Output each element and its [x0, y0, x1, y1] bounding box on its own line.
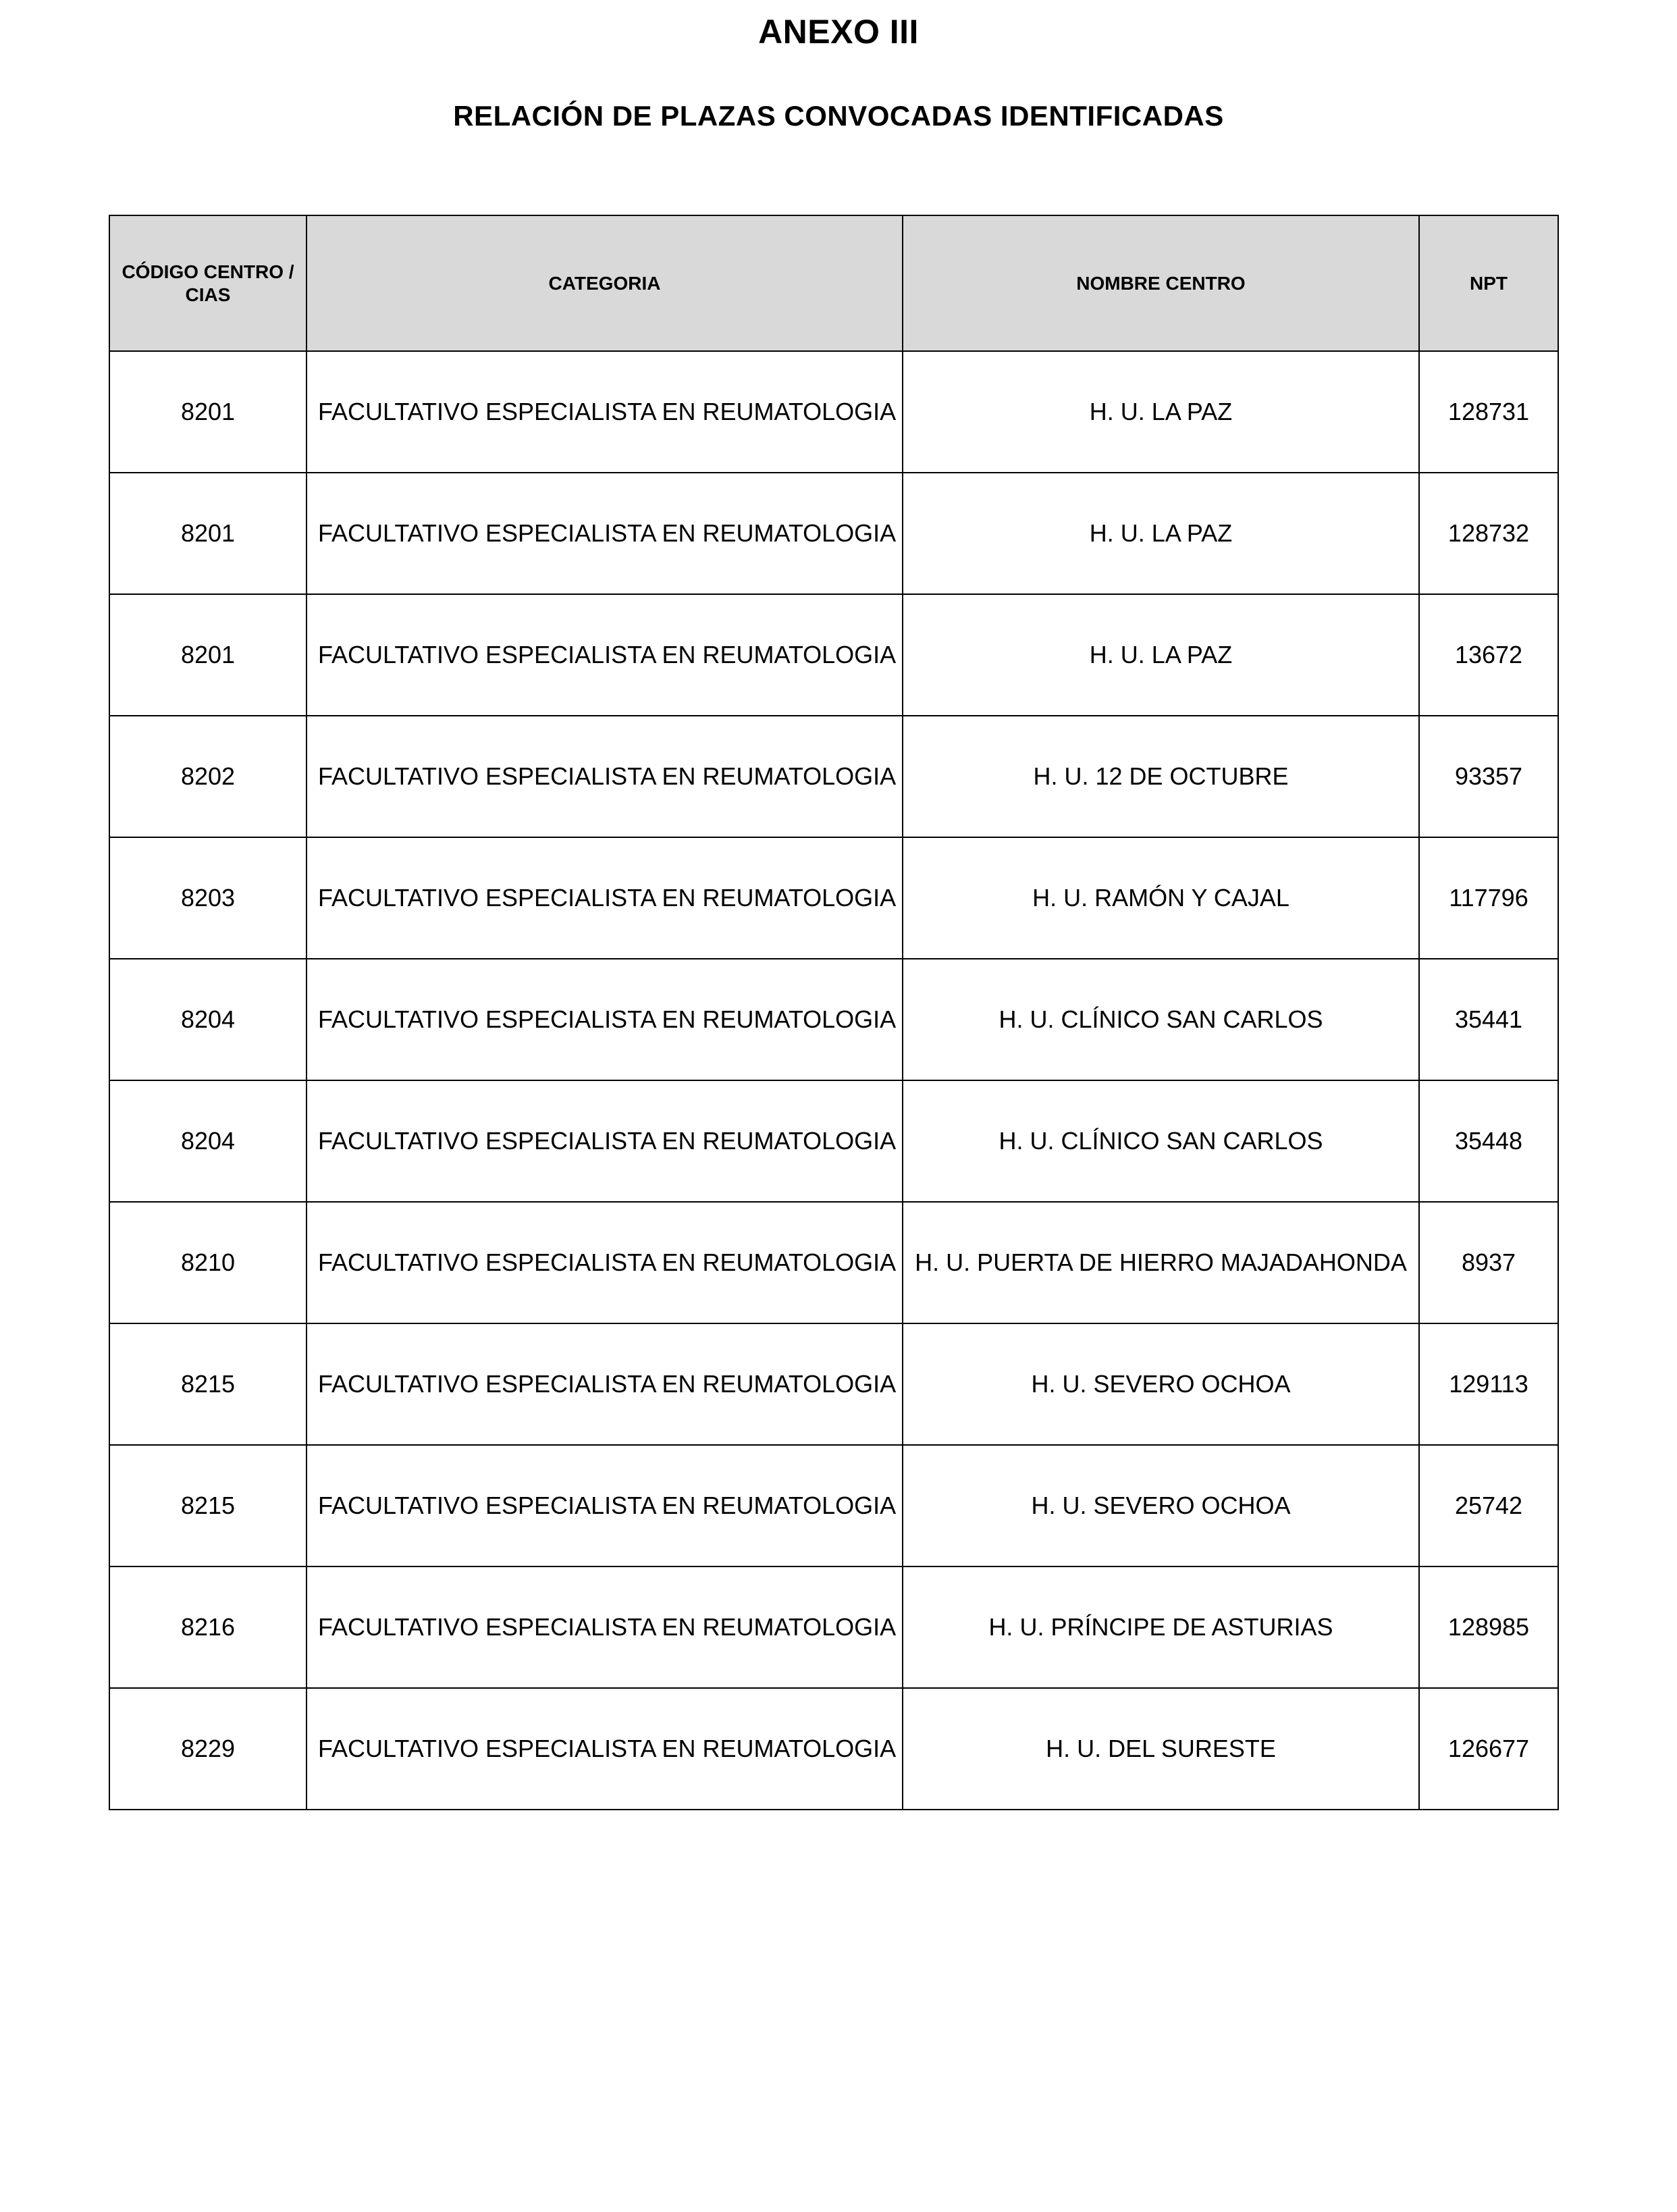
cell-npt: 13672 [1419, 594, 1558, 716]
plazas-table [109, 215, 1559, 1810]
cell-center-name: H. U. CLÍNICO SAN CARLOS [903, 959, 1419, 1080]
cell-code: 8204 [109, 1080, 307, 1202]
cell-center-name: H. U. LA PAZ [903, 594, 1419, 716]
cell-center-name: H. U. SEVERO OCHOA [903, 1323, 1419, 1445]
table-row [109, 1445, 1558, 1566]
cell-category: FACULTATIVO ESPECIALISTA EN REUMATOLOGIA [307, 351, 903, 473]
cell-npt: 25742 [1419, 1445, 1558, 1566]
cell-center-name: H. U. SEVERO OCHOA [903, 1445, 1419, 1566]
cell-npt: 93357 [1419, 716, 1558, 837]
cell-code: 8215 [109, 1323, 307, 1445]
cell-npt: 128732 [1419, 473, 1558, 594]
cell-center-name: H. U. DEL SURESTE [903, 1688, 1419, 1810]
cell-category: FACULTATIVO ESPECIALISTA EN REUMATOLOGIA [307, 837, 903, 959]
cell-category: FACULTATIVO ESPECIALISTA EN REUMATOLOGIA [307, 1688, 903, 1810]
header-center-name: NOMBRE CENTRO [903, 215, 1419, 351]
table-row [109, 716, 1558, 837]
cell-category: FACULTATIVO ESPECIALISTA EN REUMATOLOGIA [307, 594, 903, 716]
table-row [109, 1323, 1558, 1445]
table-row [109, 959, 1558, 1080]
cell-code: 8203 [109, 837, 307, 959]
cell-npt: 8937 [1419, 1202, 1558, 1323]
table-row [109, 351, 1558, 473]
cell-npt: 129113 [1419, 1323, 1558, 1445]
cell-code: 8229 [109, 1688, 307, 1810]
table-row [109, 1080, 1558, 1202]
cell-npt: 35441 [1419, 959, 1558, 1080]
cell-npt: 35448 [1419, 1080, 1558, 1202]
cell-category: FACULTATIVO ESPECIALISTA EN REUMATOLOGIA [307, 959, 903, 1080]
cell-npt: 126677 [1419, 1688, 1558, 1810]
cell-npt: 128985 [1419, 1566, 1558, 1688]
cell-center-name: H. U. CLÍNICO SAN CARLOS [903, 1080, 1419, 1202]
cell-category: FACULTATIVO ESPECIALISTA EN REUMATOLOGIA [307, 1080, 903, 1202]
table-row [109, 837, 1558, 959]
document-title: ANEXO III [758, 13, 919, 51]
cell-category: FACULTATIVO ESPECIALISTA EN REUMATOLOGIA [307, 1566, 903, 1688]
cell-category: FACULTATIVO ESPECIALISTA EN REUMATOLOGIA [307, 716, 903, 837]
cell-code: 8210 [109, 1202, 307, 1323]
cell-center-name: H. U. PUERTA DE HIERRO MAJADAHONDA [903, 1202, 1419, 1323]
cell-center-name: H. U. RAMÓN Y CAJAL [903, 837, 1419, 959]
cell-npt: 117796 [1419, 837, 1558, 959]
cell-category: FACULTATIVO ESPECIALISTA EN REUMATOLOGIA [307, 1445, 903, 1566]
document-subtitle: RELACIÓN DE PLAZAS CONVOCADAS IDENTIFICADAS [453, 100, 1224, 132]
cell-code: 8201 [109, 594, 307, 716]
cell-center-name: H. U. LA PAZ [903, 473, 1419, 594]
cell-category: FACULTATIVO ESPECIALISTA EN REUMATOLOGIA [307, 1202, 903, 1323]
table-header-row [109, 215, 1558, 351]
cell-code: 8215 [109, 1445, 307, 1566]
cell-code: 8201 [109, 473, 307, 594]
cell-center-name: H. U. 12 DE OCTUBRE [903, 716, 1419, 837]
cell-code: 8201 [109, 351, 307, 473]
cell-code: 8202 [109, 716, 307, 837]
table-row [109, 1202, 1558, 1323]
cell-center-name: H. U. PRÍNCIPE DE ASTURIAS [903, 1566, 1419, 1688]
table-row [109, 594, 1558, 716]
header-npt: NPT [1419, 215, 1558, 351]
cell-npt: 128731 [1419, 351, 1558, 473]
cell-category: FACULTATIVO ESPECIALISTA EN REUMATOLOGIA [307, 1323, 903, 1445]
header-code: CÓDIGO CENTRO / CIAS [109, 215, 307, 351]
header-category: CATEGORIA [307, 215, 903, 351]
table-row [109, 1566, 1558, 1688]
cell-category: FACULTATIVO ESPECIALISTA EN REUMATOLOGIA [307, 473, 903, 594]
cell-code: 8216 [109, 1566, 307, 1688]
table-row [109, 473, 1558, 594]
cell-code: 8204 [109, 959, 307, 1080]
table-row [109, 1688, 1558, 1810]
cell-center-name: H. U. LA PAZ [903, 351, 1419, 473]
